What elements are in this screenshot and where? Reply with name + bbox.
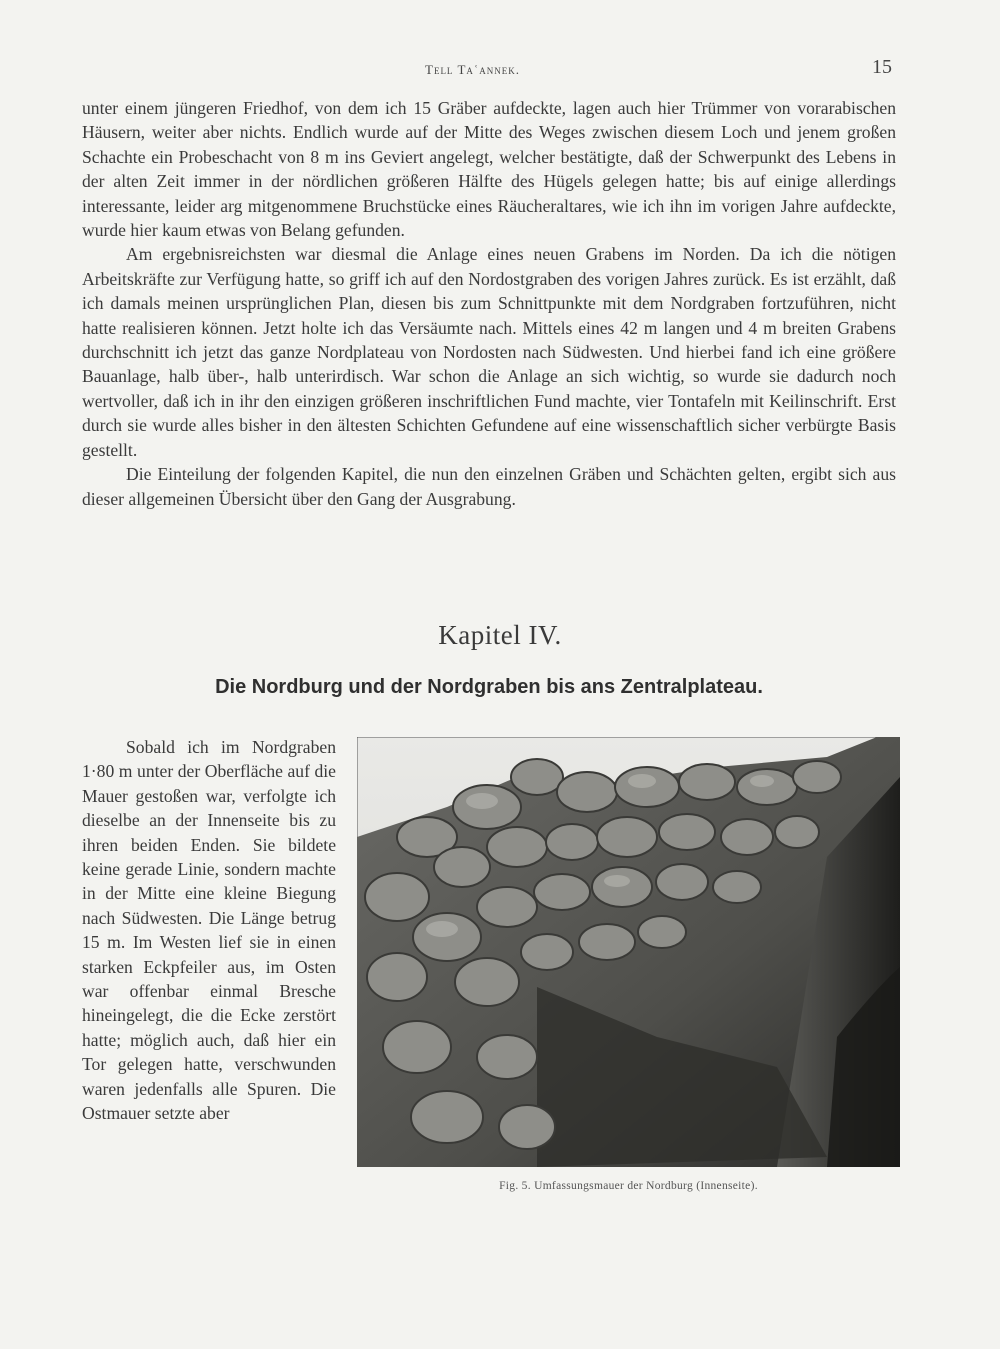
chapter-subtitle: Die Nordburg und der Nordgraben bis ans Zentralplateau.: [215, 676, 763, 698]
body-text: [82, 96, 896, 511]
stone-wall-photograph: [357, 737, 900, 1167]
running-head: [0, 56, 1000, 80]
paragraph-2: Am ergebnisreichsten war diesmal die Anlage eines neuen Grabens im Norden. Da ich die nötigen Arbeitskräfte zur Verfügung hatte, so griff ich auf den Nordostgraben des vorigen Jahres zurück. Es ist erzählt, daß ich damals meinen ursprünglichen Plan, diesen bis zum Schnittpunkte mit dem Nordgraben fortzuführen, nicht hatte realisieren können. Jetzt holte ich das Versäumte nach. Mittels eines 42 m langen und 4 m breiten Grabens durchschnitt ich jetzt das ganze Nordplateau von Nordosten nach Südwesten. Und hierbei fand ich eine größere Bauanlage, halb über-, halb unterirdisch. War schon die Anlage an sich wichtig, so wurde sie dadurch noch wertvoller, daß ich in ihr den einzigen größeren inschriftlichen Fund machte, vier Tontafeln mit Keilinschrift. Erst durch sie wurde alles bisher in den ältesten Schichten Gefundene auf eine wissenschaftlich sicher verbürgte Basis gestellt.: [82, 244, 896, 460]
running-title: Tell Taʿannek.: [425, 62, 520, 77]
side-column-text: [82, 735, 336, 1126]
side-paragraph: Sobald ich im Nordgraben 1·80 m unter der Oberfläche auf die Mauer gestoßen war, verfolgte ich dieselbe an der Innenseite bis zu ihren beiden Enden. Sie bildete keine gerade Linie, sondern machte in der Mitte eine kleine Biegung nach Südwesten. Die Länge betrug 15 m. Im Westen lief sie in einen starken Eckpfeiler aus, im Osten war offenbar einmal Bresche hineingelegt, die die Ecke zerstört hatte; möglich auch, daß hier ein Tor gelegen hatte, verschwunden waren jedenfalls alle Spuren. Die Ostmauer setzte aber: [82, 737, 336, 1124]
paragraph-3: Die Einteilung der folgenden Kapitel, die nun den einzelnen Gräben und Schächten gelten, ergibt sich aus dieser allgemeinen Übersicht über den Gang der Ausgrabung.: [82, 464, 896, 509]
chapter-title: Kapitel IV.: [438, 620, 562, 650]
figure-caption: Fig. 5. Umfassungsmauer der Nordburg (Innenseite).: [499, 1180, 758, 1192]
page-number: 15: [872, 56, 892, 78]
figure-photo-stone-wall: [357, 737, 900, 1167]
paragraph-1: unter einem jüngeren Friedhof, von dem ich 15 Gräber aufdeckte, lagen auch hier Trümmer von vorarabischen Häusern, weiter aber nichts. Endlich wurde auf der Mitte des Weges zwischen diesem Loch und jenem großen Schachte ein Probeschacht von 8 m ins Geviert angelegt, welcher bestätigte, daß der Schwerpunkt des Lebens in der alten Zeit immer in der nördlichen größeren Hälfte des Hügels gelegen hatte; bis auf einige allerdings interessante, leider arg mitgenommene Bruchstücke eines Räucheraltares, wie ich ihn im vorigen Jahre aufdeckte, wurde hier kaum etwas von Belang gefunden.: [82, 98, 896, 241]
